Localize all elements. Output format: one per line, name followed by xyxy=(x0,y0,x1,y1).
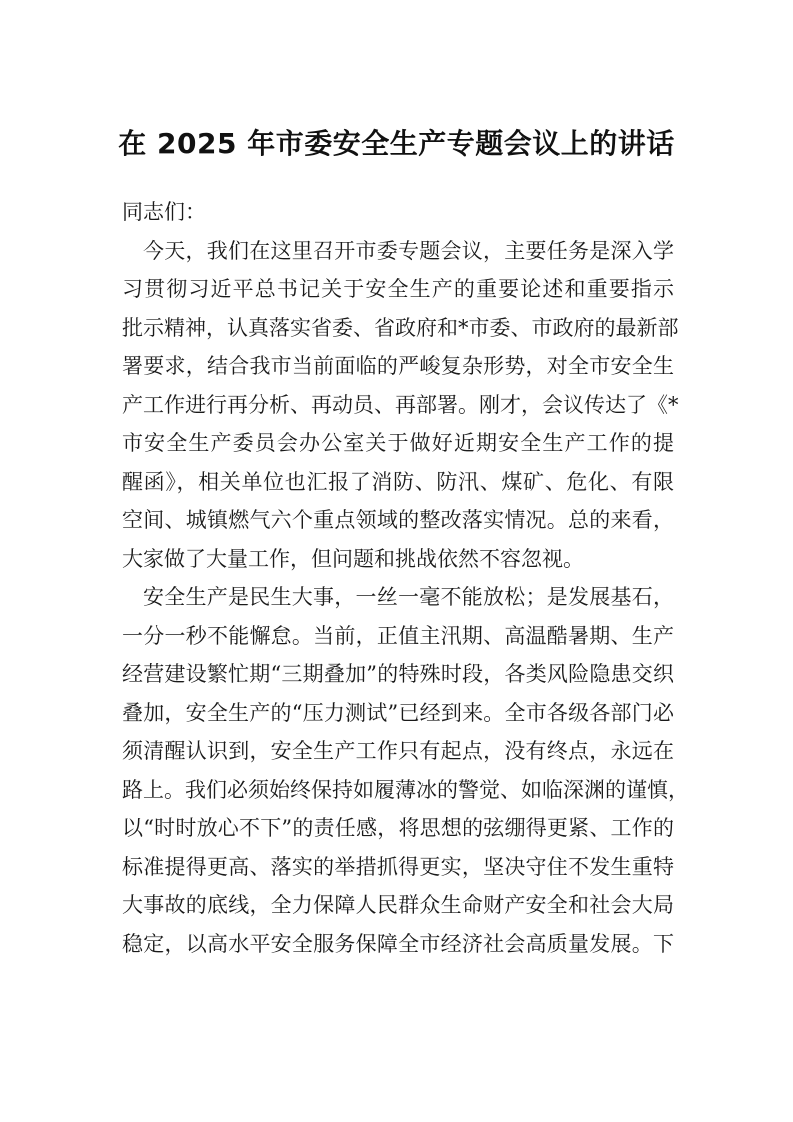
paragraph-line: 产工作进行再分析、再动员、再部署。刚才，会议传达了《* xyxy=(122,392,679,417)
paragraph-line: 经营建设繁忙期“三期叠加”的特殊时段，各类风险隐患交织 xyxy=(122,662,674,686)
paragraph-line: 今天，我们在这里召开市委专题会议，主要任务是深入学 xyxy=(143,238,674,263)
paragraph-1 xyxy=(122,232,679,579)
paragraph-line: 叠加，安全生产的“压力测试”已经到来。全市各级各部门必 xyxy=(122,700,674,725)
paragraph-line: 大事故的底线，全力保障人民群众生命财产安全和社会大局 xyxy=(122,893,674,917)
paragraph-line: 署要求，结合我市当前面临的严峻复杂形势，对全市安全生 xyxy=(122,354,674,378)
paragraph-line: 批示精神，认真落实省委、省政府和*市委、市政府的最新部 xyxy=(122,315,679,340)
paragraph-line: 稳定，以高水平安全服务保障全市经济社会高质量发展。下 xyxy=(122,931,674,956)
salutation: 同志们： xyxy=(122,200,206,224)
paragraph-line: 习贯彻习近平总书记关于安全生产的重要论述和重要指示 xyxy=(122,277,674,301)
paragraph-line: 一分一秒不能懈怠。当前，正值主汛期、高温酷暑期、生产 xyxy=(122,623,674,648)
paragraph-line: 醒函》，相关单位也汇报了消防、防汛、煤矿、危化、有限 xyxy=(122,469,674,494)
paragraph-line: 市安全生产委员会办公室关于做好近期安全生产工作的提 xyxy=(122,431,674,455)
document-body xyxy=(122,193,689,963)
paragraph-line: 须清醒认识到，安全生产工作只有起点，没有终点，永远在 xyxy=(122,739,674,763)
paragraph-line: 路上。我们必须始终保持如履薄冰的警觉、如临深渊的谨慎， xyxy=(122,777,689,802)
paragraph-line: 空间、城镇燃气六个重点领域的整改落实情况。总的来看， xyxy=(122,508,674,532)
paragraph-line: 以“时时放心不下”的责任感，将思想的弦绷得更紧、工作的 xyxy=(122,816,674,840)
document-title: 在 2025 年市委安全生产专题会议上的讲话 xyxy=(118,127,675,160)
paragraph-line: 大家做了大量工作，但问题和挑战依然不容忽视。 xyxy=(122,546,584,571)
paragraph-line: 安全生产是民生大事，一丝一毫不能放松；是发展基石， xyxy=(143,585,674,609)
paragraph-2 xyxy=(122,578,689,963)
paragraph-line: 标准提得更高、落实的举措抓得更实，坚决守住不发生重特 xyxy=(122,854,674,879)
